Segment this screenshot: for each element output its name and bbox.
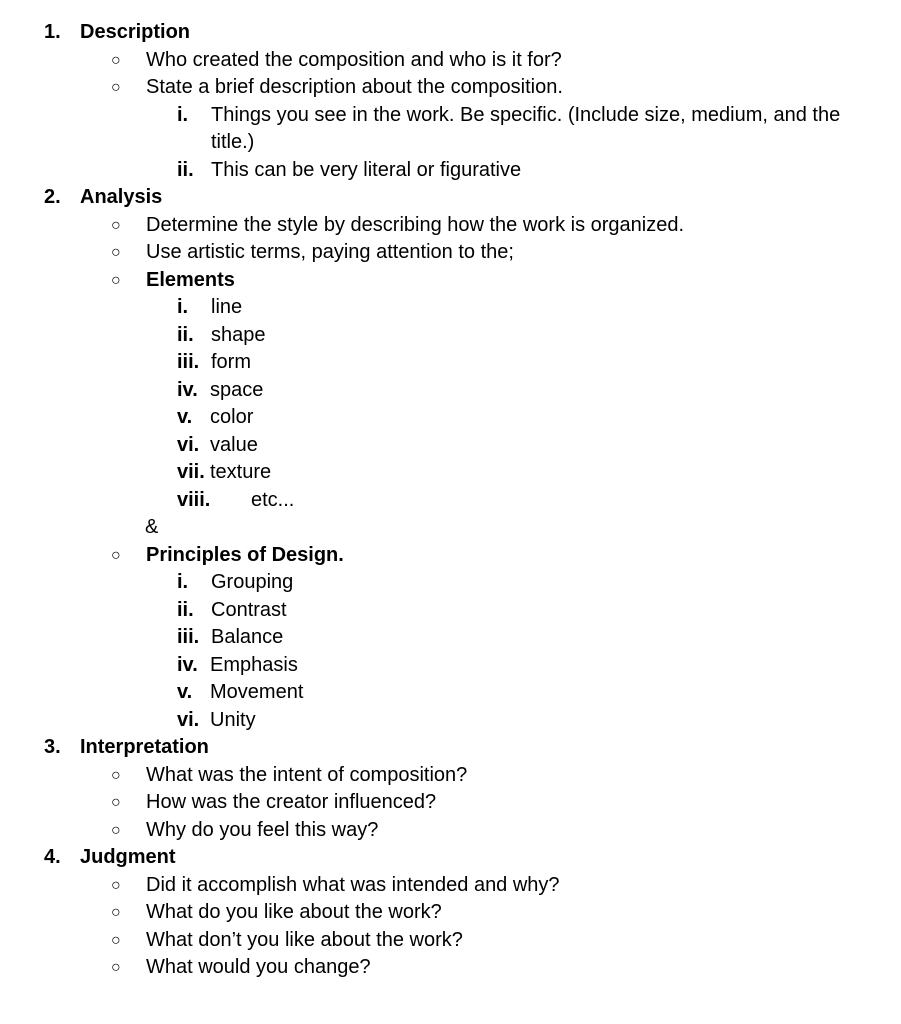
bullet-text: Did it accomplish what was intended and why? <box>146 873 560 896</box>
roman-numeral: iii. <box>177 351 200 373</box>
roman-item-text: etc... <box>251 488 295 511</box>
roman-list-item <box>0 404 901 432</box>
roman-item-text: Grouping <box>211 571 294 593</box>
roman-list-item <box>0 624 901 652</box>
roman-numeral: i. <box>177 296 189 318</box>
roman-list-item <box>0 294 901 322</box>
bullet-text: What would you change? <box>146 956 371 978</box>
roman-list-item <box>0 679 901 707</box>
roman-item-text: color <box>210 406 254 428</box>
section-title: Interpretation <box>80 736 209 758</box>
bullet-item <box>0 74 901 102</box>
roman-numeral: iii. <box>177 626 200 648</box>
roman-numeral: vii. <box>177 461 205 483</box>
bullet-text: What was the intent of composition? <box>146 763 468 786</box>
elements-heading: Elements <box>146 268 235 291</box>
roman-numeral: ii. <box>177 598 194 621</box>
bullet-text: State a brief description about the composition. <box>146 76 563 98</box>
section-judgment-heading <box>0 844 901 872</box>
bullet-text: What do you like about the work? <box>146 901 442 923</box>
roman-item-text: line <box>211 296 243 318</box>
roman-item-text: Movement <box>210 681 304 703</box>
bullet-item <box>0 789 901 817</box>
section-analysis-heading <box>0 184 901 212</box>
bullet-item <box>0 762 901 790</box>
roman-numeral: vi. <box>177 433 200 456</box>
elements-heading-item <box>0 267 901 295</box>
bullet-text: Use artistic terms, paying attention to the; <box>146 241 514 263</box>
section-number: 4. <box>44 846 61 868</box>
bullet-item <box>0 817 901 845</box>
hollow-circle-bullet-icon: ○ <box>111 821 121 839</box>
section-title: Analysis <box>80 186 163 208</box>
roman-list-item <box>0 432 901 460</box>
hollow-circle-bullet-icon: ○ <box>111 244 121 261</box>
bullet-item <box>0 239 901 267</box>
section-title: Description <box>80 21 191 43</box>
bullet-text: What don’t you like about the work? <box>146 928 463 951</box>
bullet-item <box>0 899 901 927</box>
roman-item-text: Unity <box>210 708 256 731</box>
ampersand-text: & <box>145 516 159 538</box>
hollow-circle-bullet-icon: ○ <box>111 904 121 921</box>
roman-item-text: texture <box>210 461 272 483</box>
roman-numeral: i. <box>177 103 189 126</box>
roman-numeral: ii. <box>177 323 194 346</box>
roman-item-text: Things you see in the work. Be specific. (Include size, medium, and the title.) <box>211 103 841 153</box>
roman-item-text: shape <box>211 323 266 346</box>
roman-item-text: form <box>211 351 251 373</box>
section-number: 1. <box>44 21 61 43</box>
bullet-item <box>0 47 901 75</box>
bullet-text: How was the creator influenced? <box>146 791 437 813</box>
roman-numeral: viii. <box>177 488 211 511</box>
hollow-circle-bullet-icon: ○ <box>111 271 121 289</box>
principles-heading: Principles of Design. <box>146 543 344 566</box>
principles-heading-item <box>0 542 901 570</box>
bullet-text: Determine the style by describing how the work is organized. <box>146 213 685 236</box>
hollow-circle-bullet-icon: ○ <box>111 51 121 69</box>
roman-item-text: This can be very literal or figurative <box>211 158 522 181</box>
roman-list-item <box>0 707 901 735</box>
section-title: Judgment <box>80 846 176 868</box>
roman-list-item <box>0 322 901 350</box>
hollow-circle-bullet-icon: ○ <box>111 79 121 96</box>
roman-numeral: v. <box>177 406 193 428</box>
roman-list-item <box>0 459 901 487</box>
roman-list-item <box>0 349 901 377</box>
roman-item-text: space <box>210 378 264 401</box>
hollow-circle-bullet-icon: ○ <box>111 931 121 949</box>
section-number: 3. <box>44 736 61 758</box>
hollow-circle-bullet-icon: ○ <box>111 794 121 811</box>
roman-numeral: iv. <box>177 653 198 676</box>
bullet-item <box>0 954 901 982</box>
bullet-item <box>0 212 901 240</box>
roman-numeral: iv. <box>177 378 198 401</box>
bullet-item <box>0 927 901 955</box>
roman-numeral: i. <box>177 571 189 593</box>
section-interpretation-heading <box>0 734 901 762</box>
bullet-item <box>0 872 901 900</box>
bullet-text: Why do you feel this way? <box>146 818 379 841</box>
roman-list-item <box>0 157 901 185</box>
hollow-circle-bullet-icon: ○ <box>111 546 121 564</box>
ampersand-line <box>0 514 901 542</box>
roman-list-item <box>0 102 901 157</box>
roman-item-text: Emphasis <box>210 653 298 676</box>
section-number: 2. <box>44 186 61 208</box>
hollow-circle-bullet-icon: ○ <box>111 216 121 234</box>
document-body <box>0 19 901 982</box>
bullet-text: Who created the composition and who is it for? <box>146 48 562 71</box>
roman-numeral: v. <box>177 681 193 703</box>
roman-numeral: vi. <box>177 708 200 731</box>
roman-numeral: ii. <box>177 158 194 181</box>
roman-list-item <box>0 652 901 680</box>
roman-list-item <box>0 597 901 625</box>
hollow-circle-bullet-icon: ○ <box>111 766 121 784</box>
roman-item-text: Balance <box>211 626 284 648</box>
roman-item-text: value <box>210 433 258 456</box>
hollow-circle-bullet-icon: ○ <box>111 876 121 894</box>
hollow-circle-bullet-icon: ○ <box>111 959 121 976</box>
roman-list-item <box>0 569 901 597</box>
roman-list-item <box>0 377 901 405</box>
roman-item-text: Contrast <box>211 598 287 621</box>
section-description-heading <box>0 19 901 47</box>
roman-list-item <box>0 487 901 515</box>
